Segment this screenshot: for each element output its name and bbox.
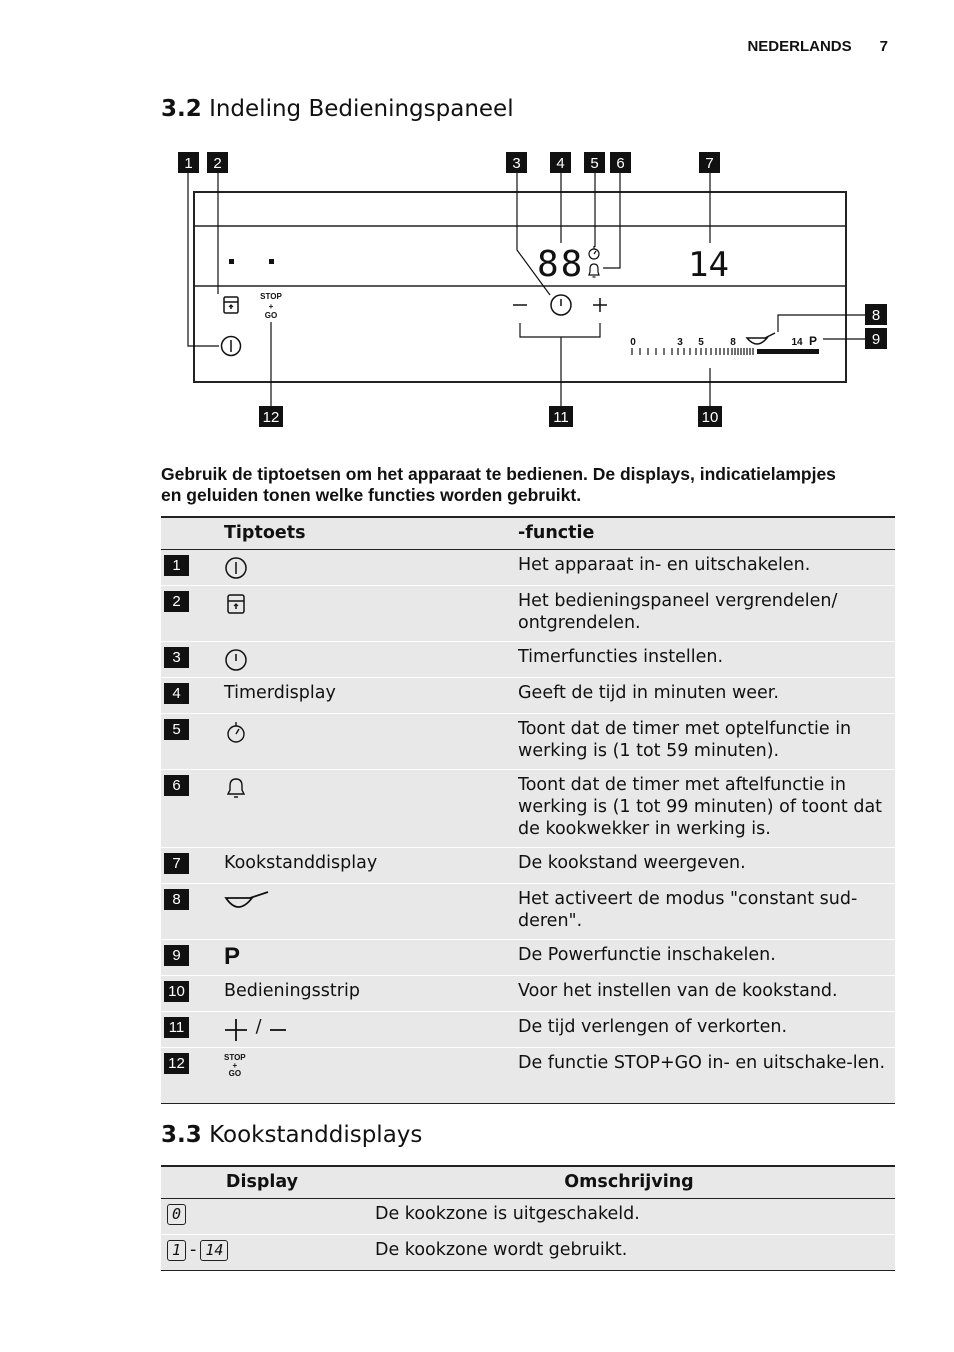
scale-label-5: 5 <box>698 337 704 348</box>
section-number: 3.3 <box>161 1122 202 1148</box>
segment-display: 0 <box>167 1204 186 1225</box>
table-row <box>161 642 895 678</box>
callout-7 <box>699 152 720 173</box>
stop-go-icon <box>224 1054 246 1078</box>
row-number: 1 <box>164 555 189 576</box>
callout-2 <box>207 152 228 173</box>
table-row <box>161 1199 895 1235</box>
row-number: 10 <box>164 981 189 1002</box>
table-row <box>161 714 895 770</box>
range-separator: - <box>190 1240 197 1260</box>
stop-go-plus: + <box>232 1061 238 1070</box>
callout-11 <box>549 406 573 427</box>
scale-label-0: 0 <box>630 337 636 348</box>
row-function: De kookstand weergeven. <box>514 848 895 884</box>
callout-3 <box>506 152 527 173</box>
table-row <box>161 1235 895 1271</box>
header-description: Omschrijving <box>363 1166 895 1199</box>
svg-text:10: 10 <box>701 409 719 426</box>
scale-label-3: 3 <box>677 337 683 348</box>
scale-label-14: 14 <box>791 337 803 348</box>
callout-10 <box>698 406 722 427</box>
segment-display: 1 <box>167 1240 186 1261</box>
table-row <box>161 976 895 1012</box>
strip-bar <box>757 349 819 354</box>
svg-text:2: 2 <box>213 155 222 172</box>
strip-ticks <box>632 348 753 355</box>
row-function: Het apparaat in- en uitschakelen. <box>514 550 895 586</box>
row-function: De functie STOP+GO in- en uitschake-len. <box>514 1048 895 1104</box>
table-header-row <box>161 1166 895 1199</box>
table-row <box>161 884 895 940</box>
stopwatch-icon <box>589 246 599 259</box>
zone-dot <box>269 259 274 264</box>
row-number: 6 <box>164 775 189 796</box>
power-icon[interactable] <box>222 337 241 356</box>
row-function: De tijd verlengen of verkorten. <box>514 1012 895 1048</box>
row-number: 5 <box>164 719 189 740</box>
header-function: -functie <box>514 517 895 550</box>
row-number: 12 <box>164 1053 189 1074</box>
header-key: Tiptoets <box>220 517 514 550</box>
row-number: 9 <box>164 945 189 966</box>
scale-label-8: 8 <box>730 337 736 348</box>
svg-text:6: 6 <box>616 155 625 172</box>
callout-9 <box>865 328 887 349</box>
row-description: De kookzone wordt gebruikt. <box>363 1235 895 1271</box>
row-number: 2 <box>164 591 189 612</box>
plus-icon <box>224 1018 248 1042</box>
power-level-display: 14 <box>688 245 729 285</box>
controls-table <box>161 516 895 1104</box>
row-key: Bedieningsstrip <box>220 976 514 1012</box>
svg-text:11: 11 <box>553 409 569 426</box>
stop-go-go: GO <box>228 1069 242 1078</box>
control-strip[interactable] <box>630 334 819 355</box>
callout-5 <box>584 152 605 173</box>
svg-text:12: 12 <box>262 409 280 426</box>
svg-text:8: 8 <box>871 307 881 324</box>
row-function: Toont dat de timer met optelfunctie in werking is (1 tot 59 minuten). <box>514 714 895 770</box>
stop-go-plus: + <box>268 302 274 311</box>
zone-dot <box>229 259 234 264</box>
row-description: De kookzone is uitgeschakeld. <box>363 1199 895 1235</box>
callout-12 <box>259 406 283 427</box>
row-number: 8 <box>164 889 189 910</box>
section-title: Indeling Bedieningspaneel <box>209 96 514 122</box>
plus-minus-bracket <box>520 323 600 337</box>
table-row <box>161 678 895 714</box>
stop-go-go: GO <box>264 311 278 320</box>
minus-icon <box>269 1018 287 1042</box>
table-row <box>161 1012 895 1048</box>
header-empty <box>161 517 220 550</box>
svg-text:9: 9 <box>871 331 881 348</box>
svg-text:7: 7 <box>705 155 714 172</box>
row-number: 7 <box>164 853 189 874</box>
table-row <box>161 940 895 976</box>
scale-label-p: P <box>808 334 818 348</box>
row-function: Geeft de tijd in minuten weer. <box>514 678 895 714</box>
lock-icon[interactable] <box>224 297 238 313</box>
row-number: 4 <box>164 683 189 704</box>
stopwatch-icon <box>224 720 248 744</box>
bell-icon <box>589 264 599 277</box>
row-number: 11 <box>164 1017 189 1038</box>
stop-go-stop: STOP <box>260 292 282 301</box>
callout-4 <box>550 152 571 173</box>
svg-text:1: 1 <box>184 155 193 172</box>
pot-icon <box>224 890 272 914</box>
row-function: Toont dat de timer met aftelfunctie in werking is (1 tot 99 minuten) of toont dat de kookwekker in werking is. <box>514 770 895 848</box>
control-panel-diagram <box>0 0 954 440</box>
row-function: De Powerfunctie inschakelen. <box>514 940 895 976</box>
bell-icon <box>224 776 248 800</box>
row-function: Het activeert de modus "constant sud-deren". <box>514 884 895 940</box>
row-key: Kookstanddisplay <box>220 848 514 884</box>
section-heading-3-3 <box>161 1122 422 1148</box>
segment-display: 14 <box>200 1240 228 1261</box>
section-heading-3-2 <box>161 96 514 122</box>
row-function: Het bedieningspaneel vergrendelen/ ontgrendelen. <box>514 586 895 642</box>
callout-8 <box>865 304 887 325</box>
svg-text:4: 4 <box>556 155 565 172</box>
timer-icon[interactable] <box>551 295 571 315</box>
row-function: Timerfuncties instellen. <box>514 642 895 678</box>
row-key: P <box>220 940 514 976</box>
row-function: Voor het instellen van de kookstand. <box>514 976 895 1012</box>
section-number: 3.2 <box>161 96 202 122</box>
pot-icon[interactable] <box>747 333 775 344</box>
plus-icon[interactable] <box>593 298 607 312</box>
callout-6 <box>610 152 631 173</box>
callout-1 <box>178 152 199 173</box>
svg-text:3: 3 <box>512 155 521 172</box>
lock-icon <box>224 592 248 616</box>
section-title: Kookstanddisplays <box>209 1122 423 1148</box>
table-row <box>161 848 895 884</box>
table-row <box>161 770 895 848</box>
table-row <box>161 1048 895 1104</box>
panel-outline <box>194 192 846 382</box>
header-display: Display <box>161 1166 363 1199</box>
svg-text:5: 5 <box>590 155 599 172</box>
table-row <box>161 550 895 586</box>
timer-icon <box>224 648 248 672</box>
page-header <box>747 38 888 55</box>
intro-paragraph: Gebruik de tiptoetsen om het apparaat te bedienen. De displays, indicatielampjes en geluiden tonen welke functies worden gebruikt. <box>161 464 836 505</box>
table-row <box>161 586 895 642</box>
row-number: 3 <box>164 647 189 668</box>
row-key: Timerdisplay <box>220 678 514 714</box>
plus-minus-separator: / <box>255 1017 262 1037</box>
power-icon <box>224 556 248 580</box>
page-number: 7 <box>879 38 888 55</box>
timer-display: 88 <box>537 244 585 285</box>
displays-table <box>161 1165 895 1271</box>
language-label: NEDERLANDS <box>747 38 852 55</box>
stop-go-icon[interactable] <box>260 292 282 320</box>
stop-go-stop: STOP <box>224 1053 246 1062</box>
leader-lines <box>188 173 865 406</box>
table-header-row <box>161 517 895 550</box>
